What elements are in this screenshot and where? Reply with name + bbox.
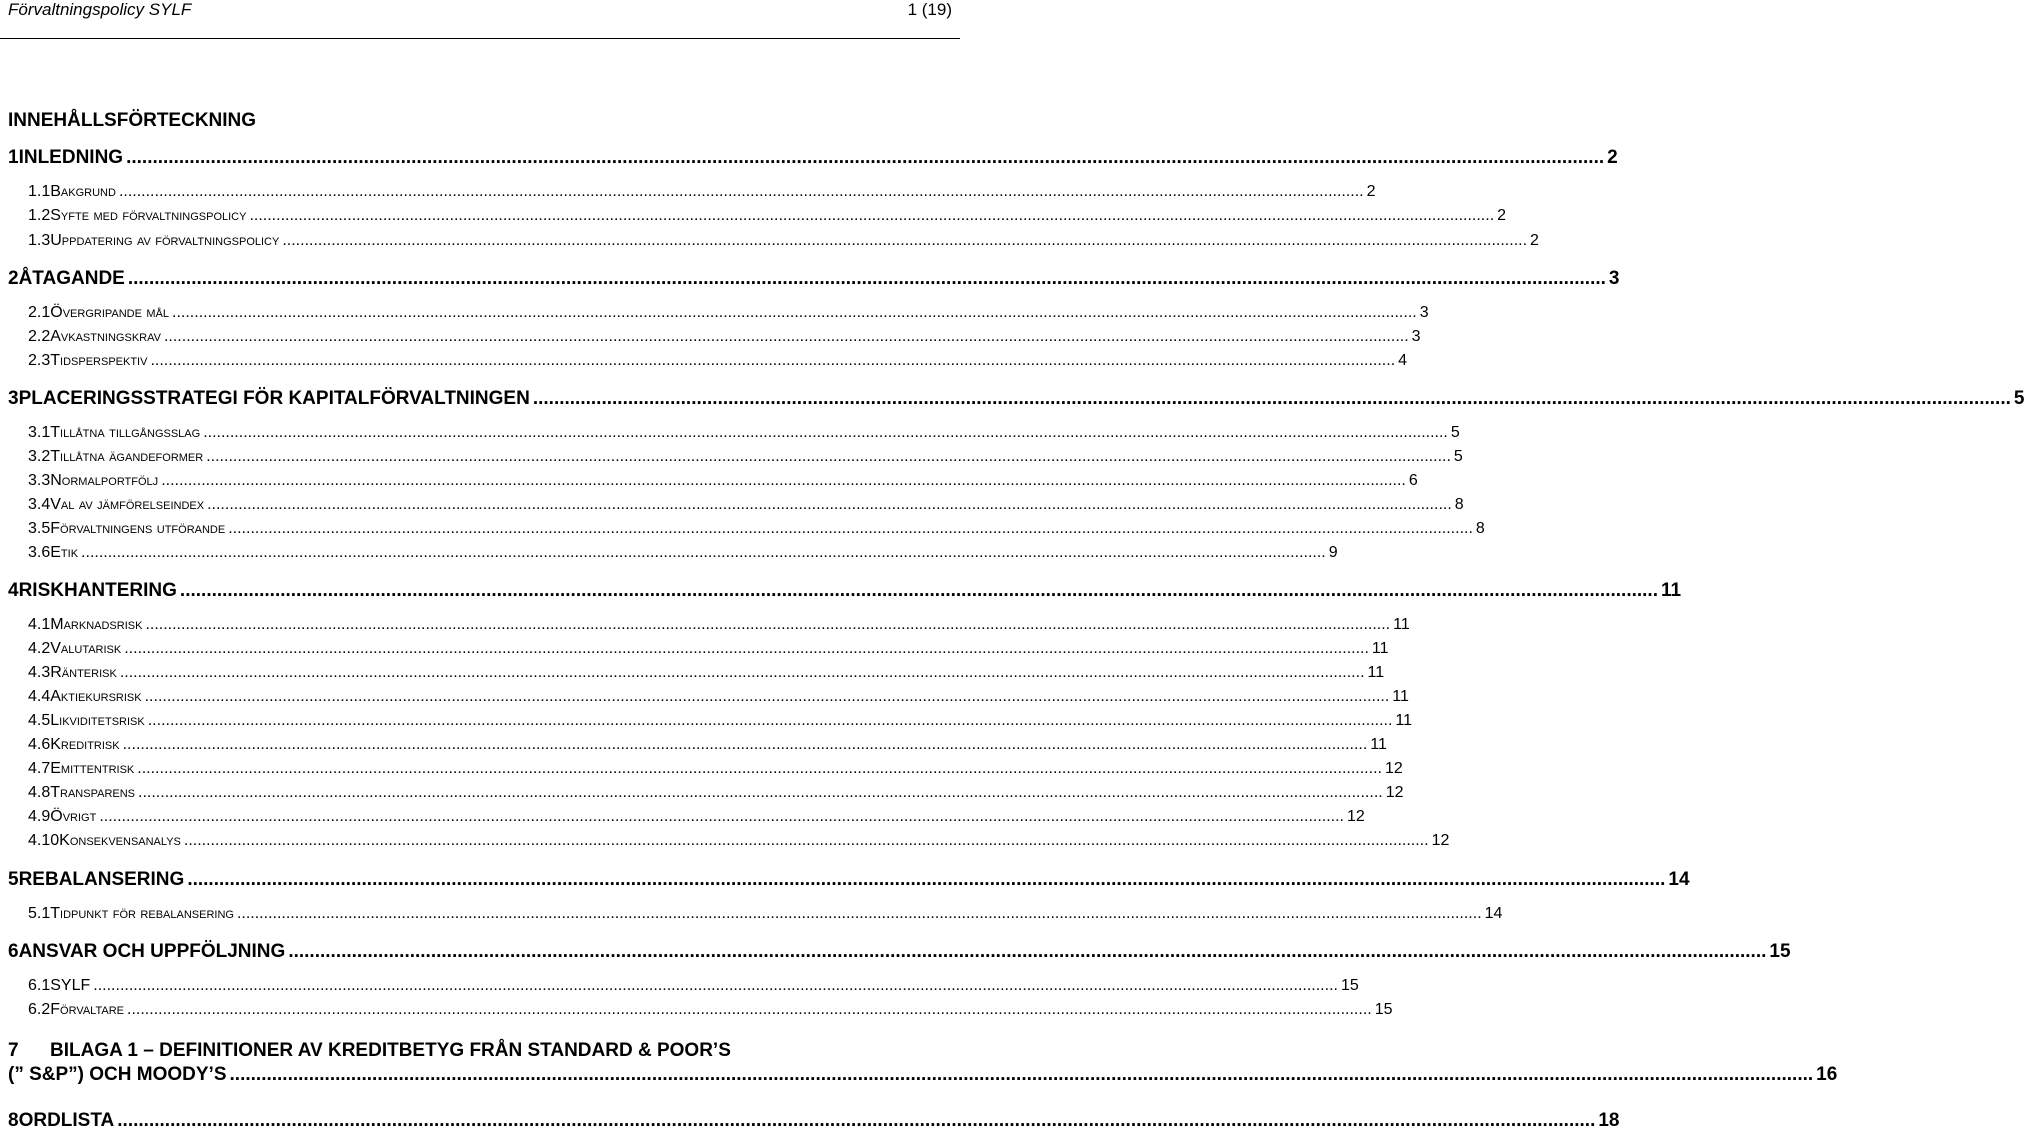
toc-entry-title: Bakgrund (50, 183, 116, 200)
toc-entry-number: 3.6 (28, 544, 51, 561)
toc-entry-number: 6.2 (28, 1001, 51, 1018)
toc-entry-page: 15 (1340, 977, 1359, 994)
toc-entry-title: Tillåtna ägandeformer (50, 448, 204, 465)
toc-leader-dots (138, 784, 1383, 802)
toc-leader-dots (203, 424, 1448, 442)
toc-entry[interactable] (28, 808, 1365, 826)
toc-leader-dots (180, 580, 1658, 602)
toc-entry-number: 6 (8, 941, 19, 962)
toc-entry[interactable] (28, 352, 1408, 370)
toc-entry-number: 4.9 (28, 808, 51, 825)
toc-entry-title: ANSVAR OCH UPPFÖLJNING (18, 941, 286, 962)
toc-entry[interactable] (8, 941, 1791, 963)
toc-entry-title: Förvaltningens utförande (50, 520, 226, 537)
toc-entry-number: 1.2 (28, 207, 51, 224)
toc-leader-dots (161, 472, 1406, 490)
toc-entry-page: 16 (1816, 1064, 1838, 1085)
toc-entry-number: 3.4 (28, 496, 51, 513)
toc-entry-number: 2 (8, 268, 19, 289)
toc-entry-page: 3 (1419, 304, 1429, 321)
toc-entry-page: 5 (2013, 388, 2024, 409)
page-number: 1 (19) (907, 0, 952, 19)
toc-entry-title: Uppdatering av förvaltningspolicy (50, 232, 280, 249)
toc-entry[interactable] (28, 784, 1404, 802)
toc-entry-number: 2.2 (28, 328, 51, 345)
toc-entry-page: 8 (1475, 520, 1485, 537)
toc-entry-page: 2 (1497, 207, 1507, 224)
toc-entry-number: 4.7 (28, 760, 51, 777)
toc-entry-title: Valutarisk (50, 640, 122, 657)
toc-entry-title: Övergripande mål (50, 304, 170, 321)
toc-entry-number: 1.1 (28, 183, 51, 200)
toc-entry-page: 3 (1608, 268, 1620, 289)
toc-entry-number: 6.1 (28, 977, 51, 994)
toc-entry[interactable] (28, 544, 1338, 562)
toc-entry-title: Avkastningskrav (50, 328, 161, 345)
toc-entry-title: Likviditetsrisk (50, 712, 145, 729)
toc-entry-number: 4 (8, 580, 19, 601)
toc-leader-dots (150, 352, 1395, 370)
toc-entry-title: ÅTAGANDE (18, 268, 125, 289)
toc-entry[interactable] (8, 580, 1682, 602)
toc-entry[interactable] (28, 183, 1376, 201)
toc-heading: INNEHÅLLSFÖRTECKNING (8, 110, 257, 131)
toc-entry-title: Tillåtna tillgångsslag (50, 424, 201, 441)
toc-leader-dots (126, 147, 1604, 169)
toc-entry-title: Etik (50, 544, 79, 561)
toc-entry-title: BILAGA 1 – DEFINITIONER AV KREDITBETYG FRÅN STANDARD & POOR’S (50, 1040, 731, 1061)
toc-entry-number: 1 (8, 147, 19, 168)
toc-entry-page: 2 (1607, 147, 1618, 168)
toc-entry-title: PLACERINGSSTRATEGI FÖR KAPITALFÖRVALTNINGEN (18, 388, 530, 409)
toc-entry[interactable] (28, 448, 1463, 466)
toc-entry-page: 11 (1393, 616, 1410, 633)
toc-entry[interactable] (8, 869, 1690, 891)
toc-entry[interactable] (8, 147, 1618, 169)
toc-entry[interactable] (28, 905, 1503, 923)
toc-entry-page: 5 (1450, 424, 1460, 441)
toc-entry-page: 4 (1398, 352, 1408, 369)
toc-entry-number: 3.1 (28, 424, 51, 441)
toc-entry-number: 3.3 (28, 472, 51, 489)
toc-entry-title: Kreditrisk (50, 736, 120, 753)
toc-leader-dots (120, 664, 1365, 682)
toc-entry[interactable] (28, 472, 1418, 490)
toc-entry-number: 5.1 (28, 905, 51, 922)
toc-entry-page: 12 (1385, 784, 1404, 801)
toc-entry-page: 11 (1371, 640, 1389, 657)
toc-entry-number: 4.1 (28, 616, 51, 633)
toc-entry[interactable] (28, 304, 1429, 322)
toc-entry[interactable] (28, 640, 1389, 658)
toc-leader-dots (127, 1001, 1372, 1019)
toc-entry-number: 4.6 (28, 736, 51, 753)
toc-entry-page: 12 (1384, 760, 1403, 777)
toc-entry-page: 11 (1392, 688, 1409, 705)
toc-entry-title: Syfte med förvaltningspolicy (50, 207, 247, 224)
toc-leader-dots (282, 232, 1527, 250)
toc-entry[interactable] (8, 1040, 1838, 1086)
toc-leader-dots (249, 207, 1494, 225)
toc-entry[interactable] (28, 832, 1450, 850)
toc-entry[interactable] (28, 616, 1410, 634)
toc-entry-title: Ränterisk (50, 664, 117, 681)
toc-entry-page: 15 (1374, 1001, 1393, 1018)
toc-entry-page: 3 (1411, 328, 1421, 345)
toc-entry-page: 14 (1484, 905, 1503, 922)
toc-leader-dots (237, 905, 1482, 923)
toc-entry-number: 1.3 (28, 232, 51, 249)
toc-entry-number: 4.2 (28, 640, 51, 657)
toc-entry-title-continued: (” S&P”) OCH MOODY’S (8, 1064, 227, 1085)
toc-leader-dots (81, 544, 1326, 562)
toc-leader-dots (119, 183, 1364, 201)
toc-entry-title: Tidpunkt för rebalansering (50, 905, 234, 922)
toc-entry-number: 4.3 (28, 664, 51, 681)
toc-leader-dots (145, 688, 1390, 706)
toc-entry-number: 7 (8, 1040, 19, 1061)
toc-entry[interactable] (28, 496, 1464, 514)
toc-entry-title: Övrigt (50, 808, 97, 825)
toc-leader-dots (206, 448, 1451, 466)
toc-entry-title: Emittentrisk (50, 760, 135, 777)
toc-entry-title: REBALANSERING (18, 869, 185, 890)
toc-entry-number: 2.1 (28, 304, 51, 321)
toc-entry-title: SYLF (50, 977, 91, 994)
toc-entry-page: 12 (1347, 808, 1365, 825)
toc-entry-number: 2.3 (28, 352, 51, 369)
toc-entry-page: 9 (1328, 544, 1338, 561)
toc-entry-number: 5 (8, 869, 19, 890)
toc-entry-title: Konsekvensanalys (59, 832, 181, 849)
toc-entry-page: 11 (1367, 664, 1385, 681)
toc-entry-number: 4.5 (28, 712, 51, 729)
toc-entry-page: 11 (1661, 580, 1682, 601)
toc-leader-dots (288, 941, 1766, 963)
toc-entry-page: 11 (1370, 736, 1387, 753)
toc-entry-page: 2 (1366, 183, 1376, 200)
toc-entry-page: 18 (1598, 1110, 1620, 1131)
toc-leader-dots (148, 712, 1393, 730)
toc-entry[interactable] (28, 207, 1507, 225)
toc-entry[interactable] (28, 712, 1413, 730)
toc-entry-title: Förvaltare (50, 1001, 125, 1018)
toc-entry-number: 4.4 (28, 688, 51, 705)
toc-entry[interactable] (28, 736, 1387, 754)
toc-entry-title: INLEDNING (18, 147, 124, 168)
toc-leader-dots (164, 328, 1409, 346)
toc-entry[interactable] (28, 232, 1539, 250)
toc-entry-page: 5 (1453, 448, 1463, 465)
toc-leader-dots (145, 616, 1390, 634)
toc-entry-number: 3.5 (28, 520, 51, 537)
toc-leader-dots (99, 808, 1344, 826)
toc-leader-dots: ............................................................................................................................................................................................................................................................................................................ (229, 1064, 1814, 1085)
toc-entry-page: 14 (1668, 869, 1690, 890)
toc-entry[interactable] (8, 268, 1620, 290)
toc-leader-dots (137, 760, 1382, 778)
toc-entry[interactable] (28, 520, 1485, 538)
toc-entry-title: Tidsperspektiv (50, 352, 148, 369)
toc-entry[interactable] (28, 977, 1359, 995)
toc-entry-number: 3 (8, 388, 19, 409)
toc-entry-page: 11 (1395, 712, 1413, 729)
toc-leader-dots (117, 1110, 1595, 1132)
toc-leader-dots (93, 977, 1338, 995)
toc-leader-dots (228, 520, 1473, 538)
toc-entry-number: 4.8 (28, 784, 51, 801)
toc-leader-dots (123, 736, 1368, 754)
toc-entry-title: Transparens (50, 784, 136, 801)
toc-leader-dots (184, 832, 1429, 850)
toc-entry-number: 8 (8, 1110, 19, 1131)
toc-entry-page: 8 (1454, 496, 1464, 513)
toc-entry[interactable] (28, 424, 1460, 442)
toc-entry[interactable] (8, 1110, 1620, 1132)
toc-entry-number: 4.10 (28, 832, 60, 849)
toc-entry[interactable] (28, 688, 1409, 706)
toc-entry-page: 15 (1769, 941, 1791, 962)
toc-entry-title: Aktiekursrisk (50, 688, 142, 705)
toc-leader-dots (533, 388, 2011, 410)
toc-entry[interactable] (8, 388, 2024, 410)
toc-entry-number: 3.2 (28, 448, 51, 465)
toc-entry-title: Val av jämförelseindex (50, 496, 205, 513)
toc-entry[interactable] (28, 1001, 1393, 1019)
toc-entry-page: 6 (1408, 472, 1418, 489)
toc-leader-dots (128, 268, 1606, 290)
toc-leader-dots (187, 869, 1665, 891)
toc-entry-title: RISKHANTERING (18, 580, 177, 601)
document-title: Förvaltningspolicy SYLF (8, 0, 192, 19)
toc-entry-title: ORDLISTA (18, 1110, 115, 1131)
toc-entry[interactable] (28, 328, 1421, 346)
toc-entry-page: 2 (1530, 232, 1539, 249)
toc-leader-dots (172, 304, 1417, 322)
toc-entry[interactable] (28, 664, 1385, 682)
toc-leader-dots (207, 496, 1452, 514)
toc-leader-dots (124, 640, 1369, 658)
toc-entry[interactable] (28, 760, 1403, 778)
toc-entry-title: Normalportfölj (50, 472, 159, 489)
toc-entry-page: 12 (1431, 832, 1450, 849)
toc-entry-title: Marknadsrisk (50, 616, 143, 633)
